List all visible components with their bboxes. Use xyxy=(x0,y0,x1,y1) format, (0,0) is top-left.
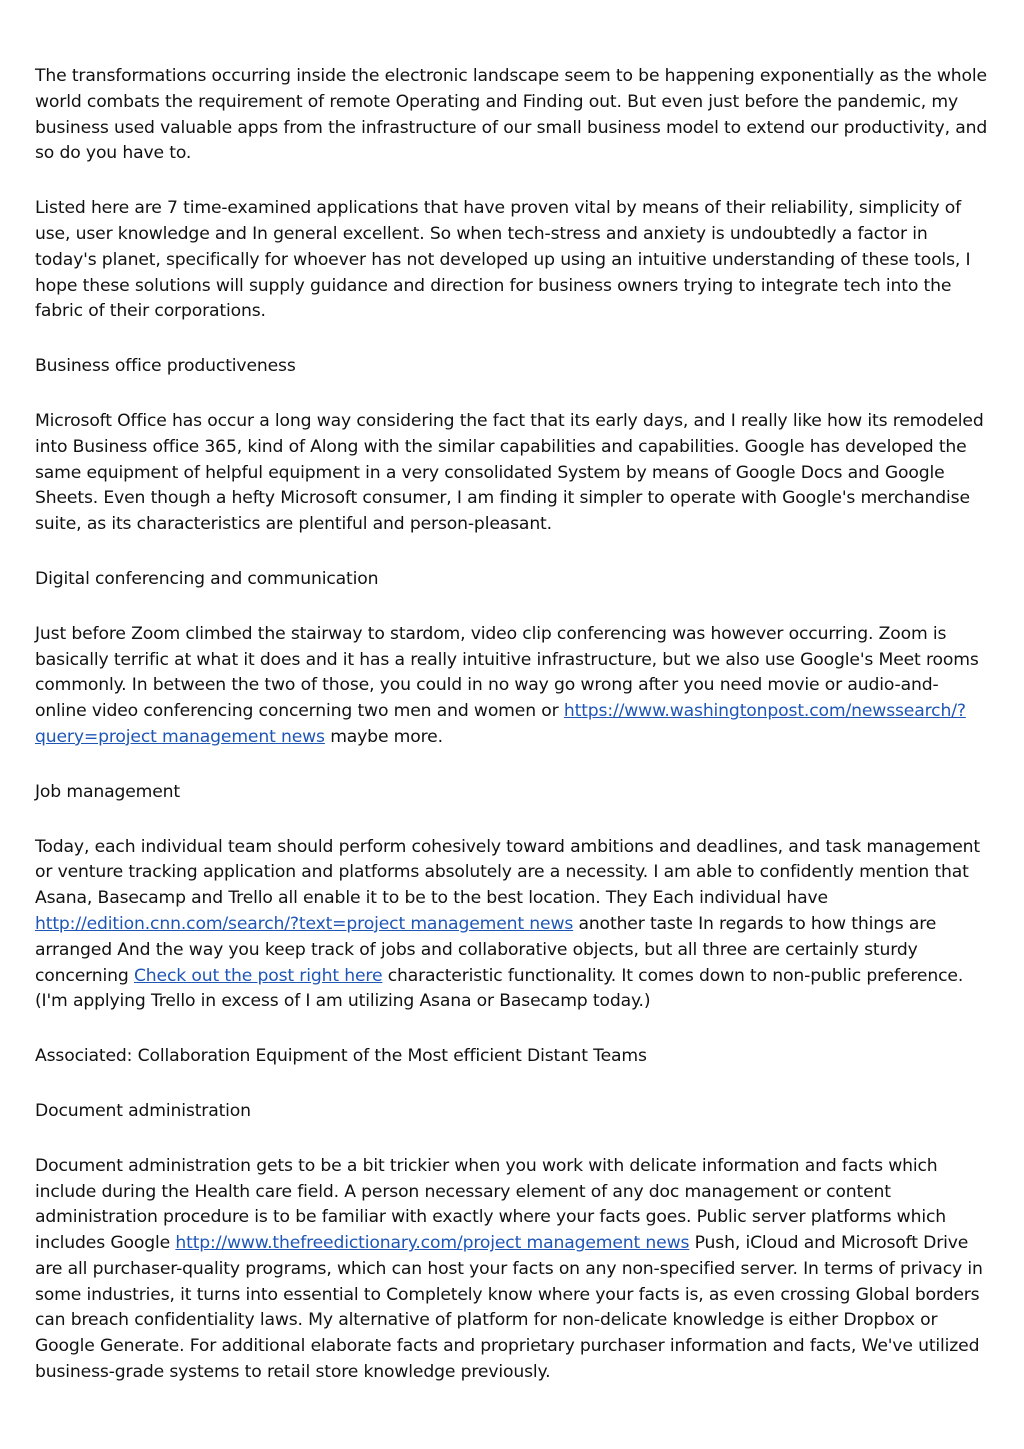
job-management-text-3: characteristic functionality. It comes down to non-public preference. (I'm applying Trello in excess of I am utilizing Asana or Basecamp today.) xyxy=(35,965,964,1012)
document-admin-text-2: Push, iCloud and Microsoft Drive are all purchaser-quality programs, which can host your facts on any non-specified server. In terms of privacy in some industries, it turns into essential to Completely know where your facts is, as even crossing Global borders can breach confidentiality laws. My alternative of platform for non-delicate knowledge is either Dropbox or Google Generate. For additional elaborate facts and proprietary purchaser information and facts, We've utilized business-grade systems to retail store knowledge previously. xyxy=(35,1233,983,1383)
cnn-link[interactable]: http://edition.cnn.com/search/?text=project management news xyxy=(35,913,574,934)
section-heading-conferencing: Digital conferencing and communication xyxy=(35,568,379,589)
apps-overview-paragraph: Listed here are 7 time-examined applications that have proven vital by means of their reliability, simplicity of use, user knowledge and In general excellent. So when tech-stress and anxiety is undoubtedly a factor in today's planet, specifically for whoever has not developed up using an intuitive understanding of these tools, I hope these solutions will supply guidance and direction for business owners trying to integrate tech into the fabric of their corporations. xyxy=(35,198,971,322)
section-heading-job-management: Job management xyxy=(35,781,180,802)
conferencing-text-2: maybe more. xyxy=(324,726,443,747)
washingtonpost-link[interactable]: https://www.washingtonpost.com/newssearch/?query=project management news xyxy=(35,701,966,747)
check-out-post-link[interactable]: Check out the post right here xyxy=(133,965,383,986)
thefreedictionary-link[interactable]: http://www.thefreedictionary.com/project management news xyxy=(175,1233,690,1254)
job-management-text-1: Today, each individual team should perform cohesively toward ambitions and deadlines, and task management or venture tracking application and platforms absolutely are a necessity. I am able to confidently mention that Asana, Basecamp and Trello all enable it to be to the best location. They Each individual have xyxy=(35,836,981,909)
document-administration-paragraph xyxy=(35,1154,990,1386)
section-heading-office-productivity: Business office productiveness xyxy=(35,356,296,377)
conferencing-paragraph xyxy=(35,622,990,751)
intro-paragraph: The transformations occurring inside the electronic landscape seem to be happening exponentially as the whole world combats the requirement of remote Operating and Finding out. But even just before the pandemic, my business used valuable apps from the infrastructure of our small business model to extend our productivity, and so do you have to. xyxy=(35,66,988,164)
document-body xyxy=(35,64,990,1415)
document-admin-text-1: Document administration gets to be a bit trickier when you work with delicate information and facts which include during the Health care field. A person necessary element of any doc management or content administration procedure is to be familiar with exactly where your facts goes. Public server platforms which includes Google xyxy=(35,1155,947,1254)
job-management-paragraph xyxy=(35,835,990,1016)
associated-collaboration-line: Associated: Collaboration Equipment of the Most efficient Distant Teams xyxy=(35,1046,647,1067)
conferencing-text-1: Just before Zoom climbed the stairway to stardom, video clip conferencing was however occurring. Zoom is basically terrific at what it does and it has a really intuitive infrastructure, but we also use Google's Meet rooms commonly. In between the two of those, you could in no way go wrong after you need movie or audio-and-online video conferencing concerning two men and women or xyxy=(35,623,979,722)
section-heading-document-administration: Document administration xyxy=(35,1100,251,1121)
job-management-text-2: another taste In regards to how things are arranged And the way you keep track of jobs and collaborative objects, but all three are certainly sturdy concerning xyxy=(35,913,937,986)
office-productivity-paragraph: Microsoft Office has occur a long way considering the fact that its early days, and I really like how its remodeled into Business office 365, kind of Along with the similar capabilities and capabilities. Google has developed the same equipment of helpful equipment in a very consolidated System by means of Google Docs and Google Sheets. Even though a hefty Microsoft consumer, I am finding it simpler to operate with Google's merchandise suite, as its characteristics are plentiful and person-pleasant. xyxy=(35,410,984,535)
